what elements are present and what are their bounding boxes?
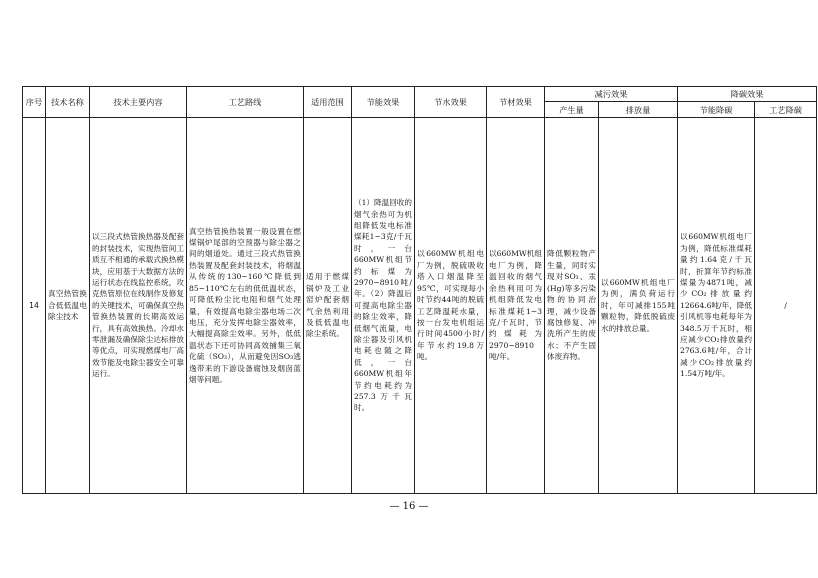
cell-main-content: 以三段式热管换热器及配套的封装技术，实现热管间工质互不相通的承载式换热模块，应用基于大数据方法的运行状态在线监控系统，攻克热管原位在线制作及修复的关键技术，可确保真空热管换热装置的长期高效运行，具有高效换热、冷却水零泄漏及确保除尘达标排放等优点，可实现燃煤电厂高效节能及电除尘器安全可靠运行。 — [90, 118, 187, 494]
header-material-saving: 节材效果 — [487, 87, 545, 118]
technology-table — [22, 86, 817, 494]
header-emission: 排放量 — [599, 102, 678, 118]
table-row — [23, 118, 817, 494]
header-seq: 序号 — [23, 87, 46, 118]
cell-material-saving: 以660MW机组电厂为例，降温回收的烟气余热利用可为机组降低发电标准煤耗1~3克/千瓦时，节约煤耗为2970~8910吨/年。 — [487, 118, 545, 494]
header-pollution-reduction: 减污效果 — [545, 87, 678, 102]
cell-tech-name: 真空热管换合低低温电除尘技术 — [46, 118, 90, 494]
cell-water-saving: 以660MW机组电厂为例，脱硫吸收塔入口烟温降至95℃，可实现每小时节约44吨的脱硫工艺降温耗水量，按一台发电机组运行时间4500小时/年节水约19.8万吨。 — [415, 118, 487, 494]
header-main-content: 技术主要内容 — [90, 87, 187, 118]
cell-energy-saving: （1）降温回收的烟气余热可为机组降低发电标准煤耗1~3克/千瓦时，一台660MW机组节约标煤为2970~8910吨/年。（2）降温后可提高电除尘器的除尘效率，降低烟气流量，电除尘器及引风机电耗也随之降低，一台660MW机组年节约电耗约为257.3万千瓦时。 — [352, 118, 415, 494]
header-production: 产生量 — [545, 102, 599, 118]
cell-production: 降低颗粒物产生量，同时实现对SO₃、汞(Hg)等多污染物的协同治理，减少设备腐蚀修复、冲洗所产生的废水；不产生固体废弃物。 — [545, 118, 599, 494]
cell-process-route: 真空热管换热装置一般设置在燃煤锅炉尾部的空预器与除尘器之间的烟道处。通过三段式热管换热装置及配套封装技术，将烟温从传统的130~160℃降低到85~110℃左右的低低温状态，可降低粉尘比电阻和烟气处理量，有效提高电除尘器电场二次电压，充分发挥电除尘器效率，大幅提高除尘效率。另外，低低温状态下还可协同高效捕集三氧化硫（SO₃），从而避免因SO₃逃逸带来的下游设备腐蚀及烟囱蓝烟等问题。 — [187, 118, 304, 494]
header-carbon-reduction: 降碳效果 — [678, 87, 817, 102]
cell-scope: 适用于燃煤锅炉及工业窑炉配套烟气余热利用及低低温电除尘系统。 — [304, 118, 352, 494]
page-number: — 16 — — [389, 501, 429, 512]
cell-energy-carbon: 以660MW机组电厂为例，降低标准煤耗量约1.64克/千瓦时，折算年节约标准煤量为4871吨，减少CO₂排放量约12664.6吨/年，降低引风机等电耗每年为348.5万千瓦时，相应减少CO₂排放量约2763.6吨/年，合计减少CO₂排放量约1.54万吨/年。 — [678, 118, 755, 494]
header-energy-saving: 节能效果 — [352, 87, 415, 118]
header-scope: 适用范围 — [304, 87, 352, 118]
header-water-saving: 节水效果 — [415, 87, 487, 118]
cell-emission: 以660MW机组电厂为例，满负荷运行时，年可减排155吨颗粒物，降低脱硫废水的排放总量。 — [599, 118, 678, 494]
header-energy-carbon: 节能降碳 — [678, 102, 755, 118]
header-process-route: 工艺路线 — [187, 87, 304, 118]
header-tech-name: 技术名称 — [46, 87, 90, 118]
header-process-carbon: 工艺降碳 — [755, 102, 817, 118]
cell-seq: 14 — [23, 118, 46, 494]
cell-process-carbon: / — [755, 118, 817, 494]
